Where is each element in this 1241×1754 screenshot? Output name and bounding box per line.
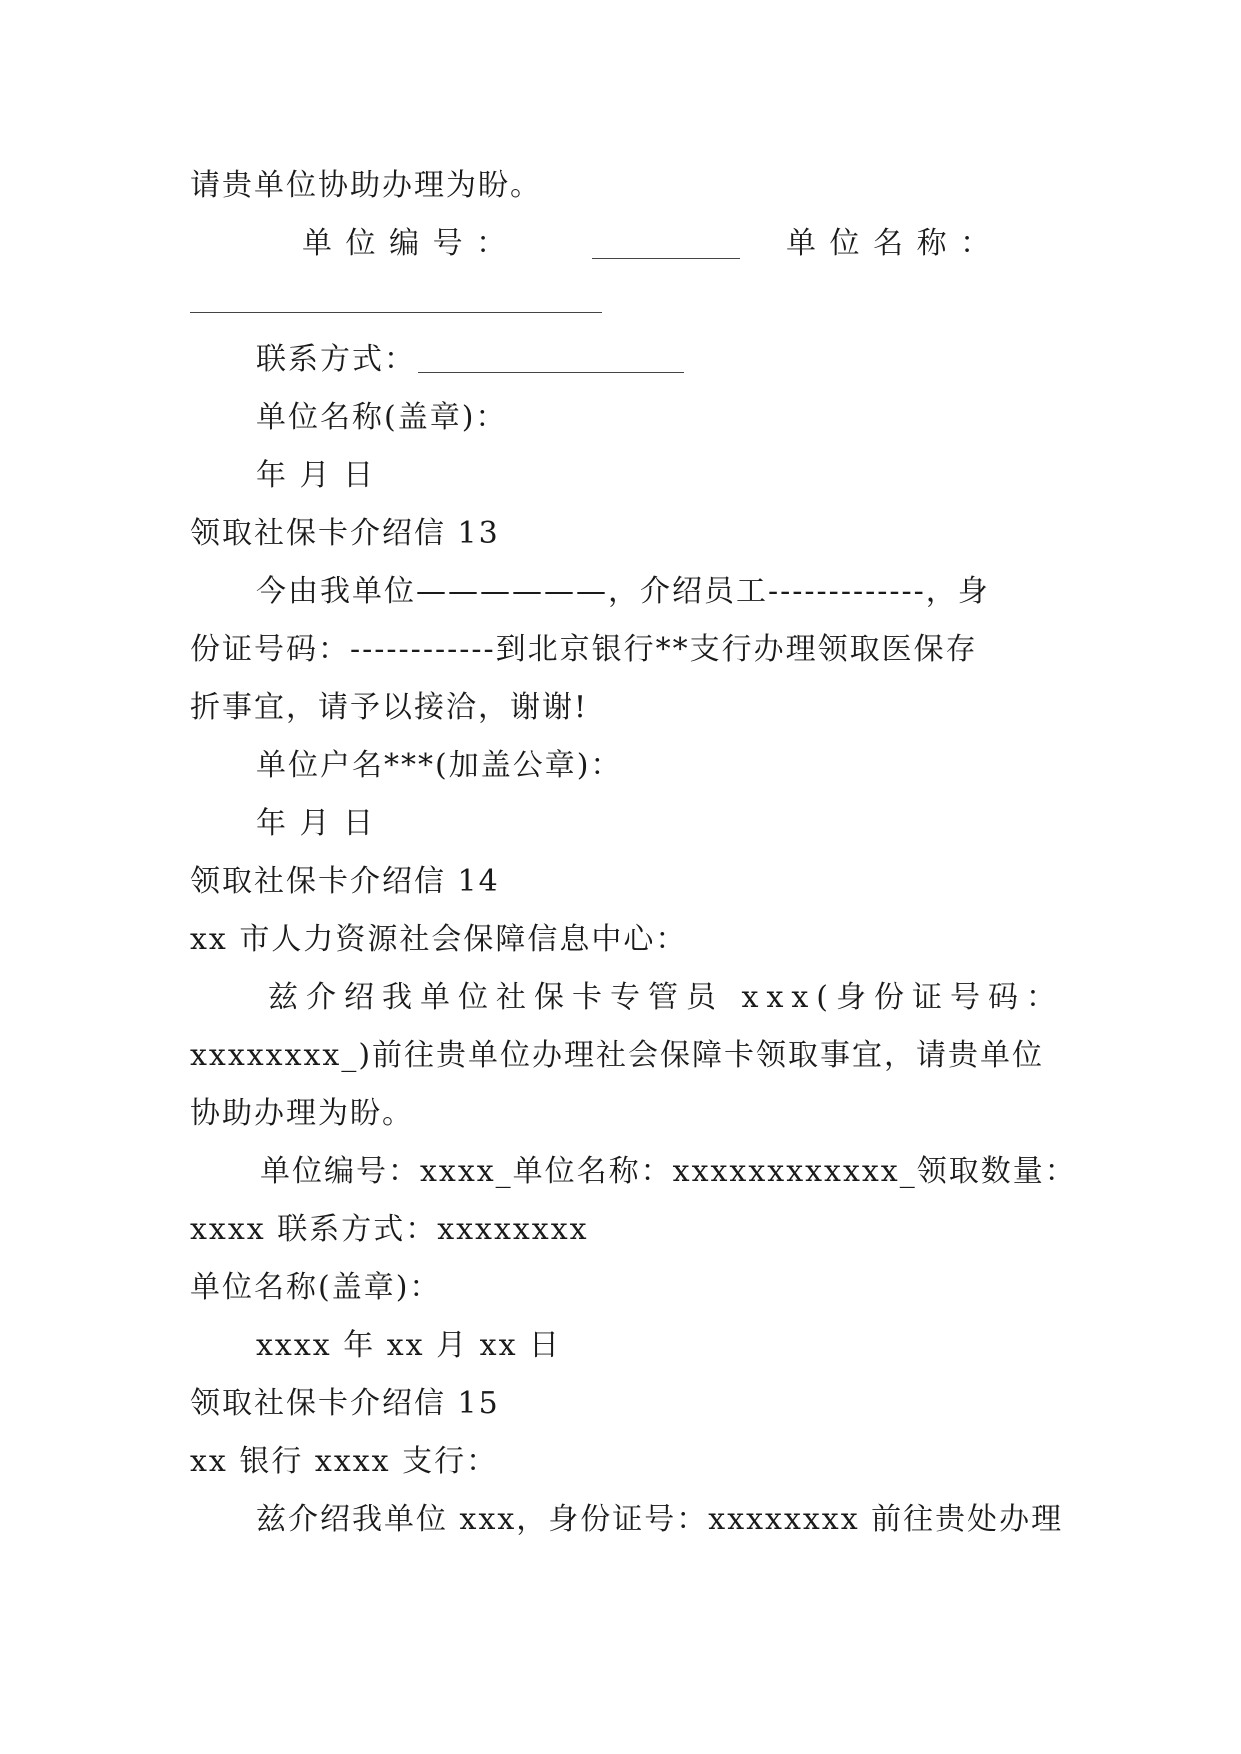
text-line: 单位编号：xxxx_单位名称：xxxxxxxxxxxx_领取数量： bbox=[260, 1154, 1077, 1189]
date-line: 年 月 日 bbox=[256, 458, 376, 493]
text-line: 请贵单位协助办理为盼。 bbox=[190, 168, 542, 203]
text-line: 份证号码：------------到北京银行**支行办理领取医保存 bbox=[190, 632, 978, 667]
contact-blank bbox=[418, 372, 684, 373]
section-heading: 领取社保卡介绍信 15 bbox=[190, 1386, 500, 1421]
text-line: 今由我单位——————，介绍员工-------------，身 bbox=[256, 574, 990, 609]
unit-name-blank bbox=[190, 312, 602, 313]
text-line: xxxx 联系方式：xxxxxxxx bbox=[190, 1212, 589, 1247]
text-line: xx 银行 xxxx 支行： bbox=[190, 1444, 499, 1479]
text-line: 协助办理为盼。 bbox=[190, 1096, 414, 1131]
text-line: 单位户名***(加盖公章)： bbox=[256, 748, 623, 783]
text-line: 单位名称(盖章)： bbox=[190, 1270, 442, 1305]
text-line: 兹介绍我单位社保卡专管员 xxx(身份证号码： bbox=[268, 980, 1064, 1015]
text-line: 兹介绍我单位 xxx，身份证号：xxxxxxxx 前往贵处办理 bbox=[256, 1502, 1064, 1537]
text-line: 单位名称(盖章)： bbox=[256, 400, 508, 435]
date-line: xxxx 年 xx 月 xx 日 bbox=[256, 1328, 562, 1363]
section-heading: 领取社保卡介绍信 13 bbox=[190, 516, 500, 551]
text-line: xx 市人力资源社会保障信息中心： bbox=[190, 922, 688, 957]
section-heading: 领取社保卡介绍信 14 bbox=[190, 864, 500, 899]
unit-number-label: 单 位 编 号 ： bbox=[302, 226, 509, 261]
contact-label: 联系方式： bbox=[256, 342, 416, 377]
text-line: 折事宜，请予以接洽，谢谢! bbox=[190, 690, 589, 725]
unit-name-label: 单 位 名 称 ： bbox=[786, 226, 993, 261]
text-line: xxxxxxxx_)前往贵单位办理社会保障卡领取事宜，请贵单位 bbox=[190, 1038, 1045, 1073]
date-line: 年 月 日 bbox=[256, 806, 376, 841]
unit-number-blank bbox=[592, 258, 740, 259]
